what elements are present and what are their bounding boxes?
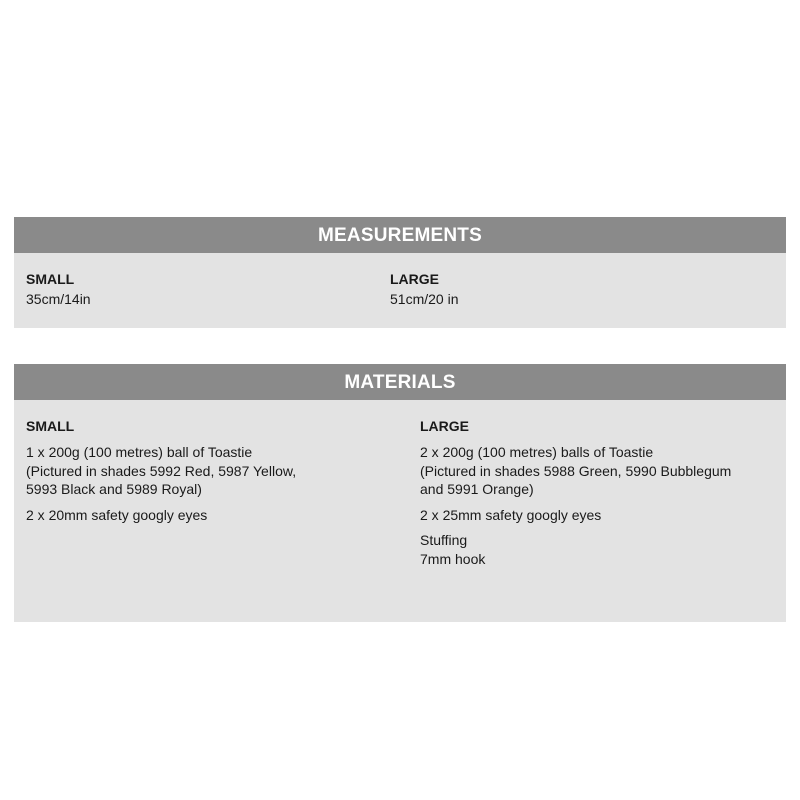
measurements-header: MEASUREMENTS <box>14 217 786 253</box>
measurements-section <box>14 217 786 328</box>
measurements-small-column <box>26 270 91 309</box>
measurements-large-value: 51cm/20 in <box>390 291 459 307</box>
materials-body <box>14 400 786 622</box>
materials-large-extras <box>420 531 780 568</box>
materials-small-eyes: 2 x 20mm safety googly eyes <box>26 506 208 523</box>
materials-large-yarn-line: 2 x 200g (100 metres) balls of Toastie <box>420 444 654 460</box>
materials-large-yarn-line: and 5991 Orange) <box>420 481 534 497</box>
materials-large-eyes: 2 x 25mm safety googly eyes <box>420 506 602 523</box>
measurements-large-label: LARGE <box>390 271 439 287</box>
materials-small-yarn-line: (Pictured in shades 5992 Red, 5987 Yellow, <box>26 462 297 479</box>
measurements-small-value: 35cm/14in <box>26 291 91 307</box>
materials-small-yarn-line: 1 x 200g (100 metres) ball of Toastie <box>26 444 253 460</box>
materials-large-label: LARGE <box>420 418 469 434</box>
materials-small-label: SMALL <box>26 418 75 434</box>
materials-large-column <box>420 417 780 575</box>
materials-small-yarn-line: 5993 Black and 5989 Royal) <box>26 481 202 497</box>
materials-header: MATERIALS <box>14 364 786 400</box>
materials-large-extra-item: 7mm hook <box>420 550 486 567</box>
measurements-body <box>14 253 786 328</box>
materials-section <box>14 364 786 622</box>
materials-large-yarn-line: (Pictured in shades 5988 Green, 5990 Bubblegum <box>420 462 732 479</box>
measurements-small-label: SMALL <box>26 271 75 287</box>
materials-small-yarn <box>26 443 366 499</box>
materials-large-extra-item: Stuffing <box>420 532 468 548</box>
measurements-large-column <box>390 270 458 309</box>
materials-small-column <box>26 417 366 531</box>
materials-large-yarn <box>420 443 780 499</box>
